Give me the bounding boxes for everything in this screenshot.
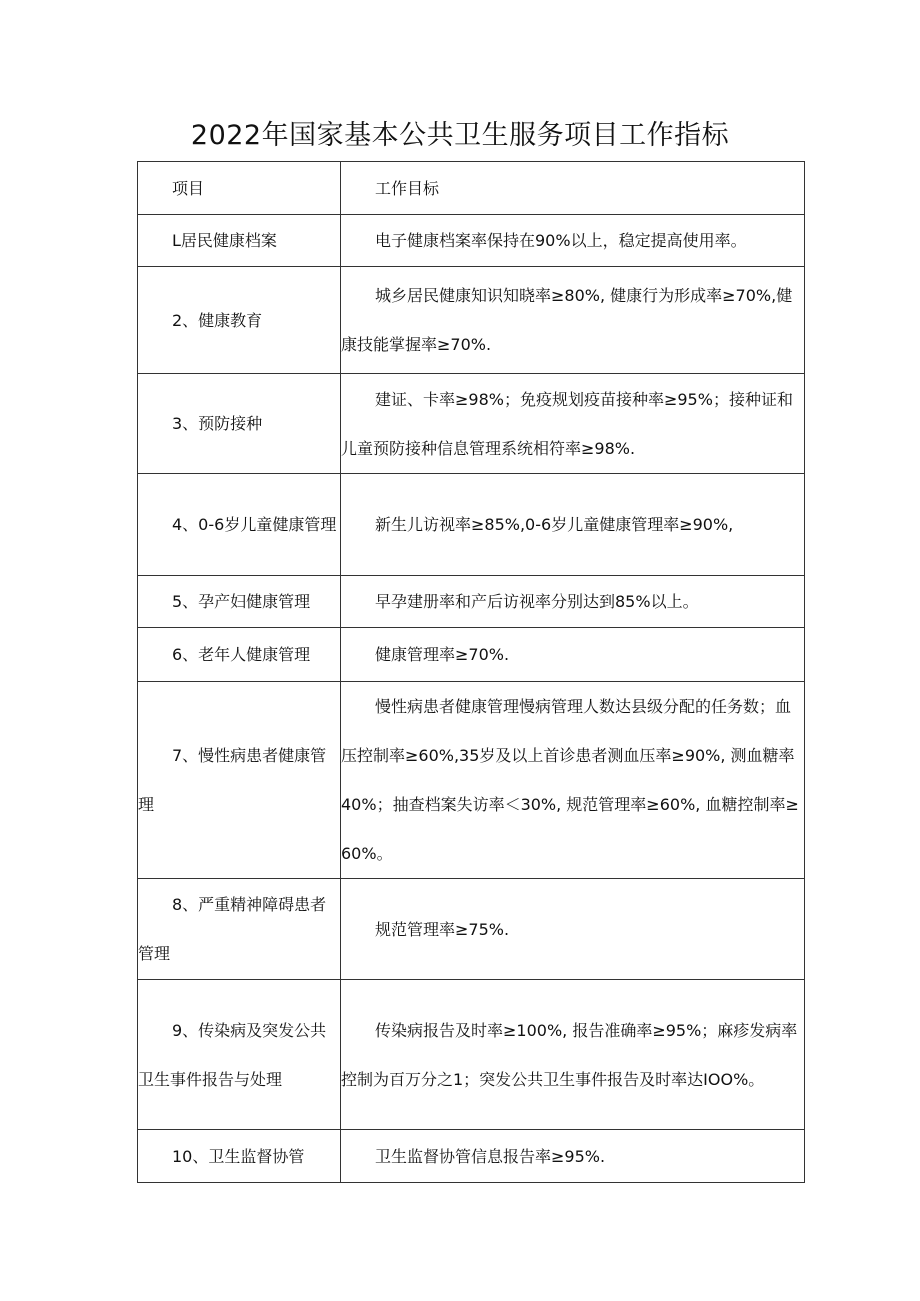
table-row — [138, 980, 805, 1130]
table-row — [138, 576, 805, 628]
header-cell-goal: 工作目标 — [341, 162, 805, 215]
page-title: 2022年国家基本公共卫生服务项目工作指标 — [190, 120, 730, 151]
item-cell: 3、预防接种 — [138, 374, 341, 474]
indicator-table — [137, 161, 805, 1183]
goal-cell: 新生儿访视率≥85%,0-6岁儿童健康管理率≥90%, — [341, 474, 805, 576]
header-cell-item: 项目 — [138, 162, 341, 215]
table-row — [138, 628, 805, 682]
item-cell: 10、卫生监督协管 — [138, 1130, 341, 1183]
goal-cell: 城乡居民健康知识知晓率≥80%, 健康行为形成率≥70%,健康技能掌握率≥70%. — [341, 267, 805, 374]
table-row — [138, 267, 805, 374]
item-cell: 7、慢性病患者健康管理 — [138, 682, 341, 879]
item-cell: 8、严重精神障碍患者管理 — [138, 879, 341, 980]
goal-cell: 电子健康档案率保持在90%以上，稳定提高使用率。 — [341, 215, 805, 267]
table-header-row — [138, 162, 805, 215]
goal-cell: 早孕建册率和产后访视率分别达到85%以上。 — [341, 576, 805, 628]
goal-cell: 建证、卡率≥98%；免疫规划疫苗接种率≥95%；接种证和儿童预防接种信息管理系统相符率≥98%. — [341, 374, 805, 474]
item-cell: 4、0-6岁儿童健康管理 — [138, 474, 341, 576]
table-row — [138, 474, 805, 576]
table-row — [138, 374, 805, 474]
item-cell: 5、孕产妇健康管理 — [138, 576, 341, 628]
goal-cell: 卫生监督协管信息报告率≥95%. — [341, 1130, 805, 1183]
goal-cell: 规范管理率≥75%. — [341, 879, 805, 980]
goal-cell: 健康管理率≥70%. — [341, 628, 805, 682]
item-cell: L居民健康档案 — [138, 215, 341, 267]
item-cell: 2、健康教育 — [138, 267, 341, 374]
table-row — [138, 1130, 805, 1183]
goal-cell: 慢性病患者健康管理慢病管理人数达县级分配的任务数；血压控制率≥60%,35岁及以上首诊患者测血压率≥90%, 测血糖率40%；抽查档案失访率＜30%, 规范管理率≥60%, 血糖控制率≥60%。 — [341, 682, 805, 879]
item-cell: 9、传染病及突发公共卫生事件报告与处理 — [138, 980, 341, 1130]
table-row — [138, 879, 805, 980]
table-row — [138, 215, 805, 267]
table-row — [138, 682, 805, 879]
goal-cell: 传染病报告及时率≥100%, 报告准确率≥95%；麻疹发病率控制为百万分之1；突发公共卫生事件报告及时率达IOO%。 — [341, 980, 805, 1130]
item-cell: 6、老年人健康管理 — [138, 628, 341, 682]
